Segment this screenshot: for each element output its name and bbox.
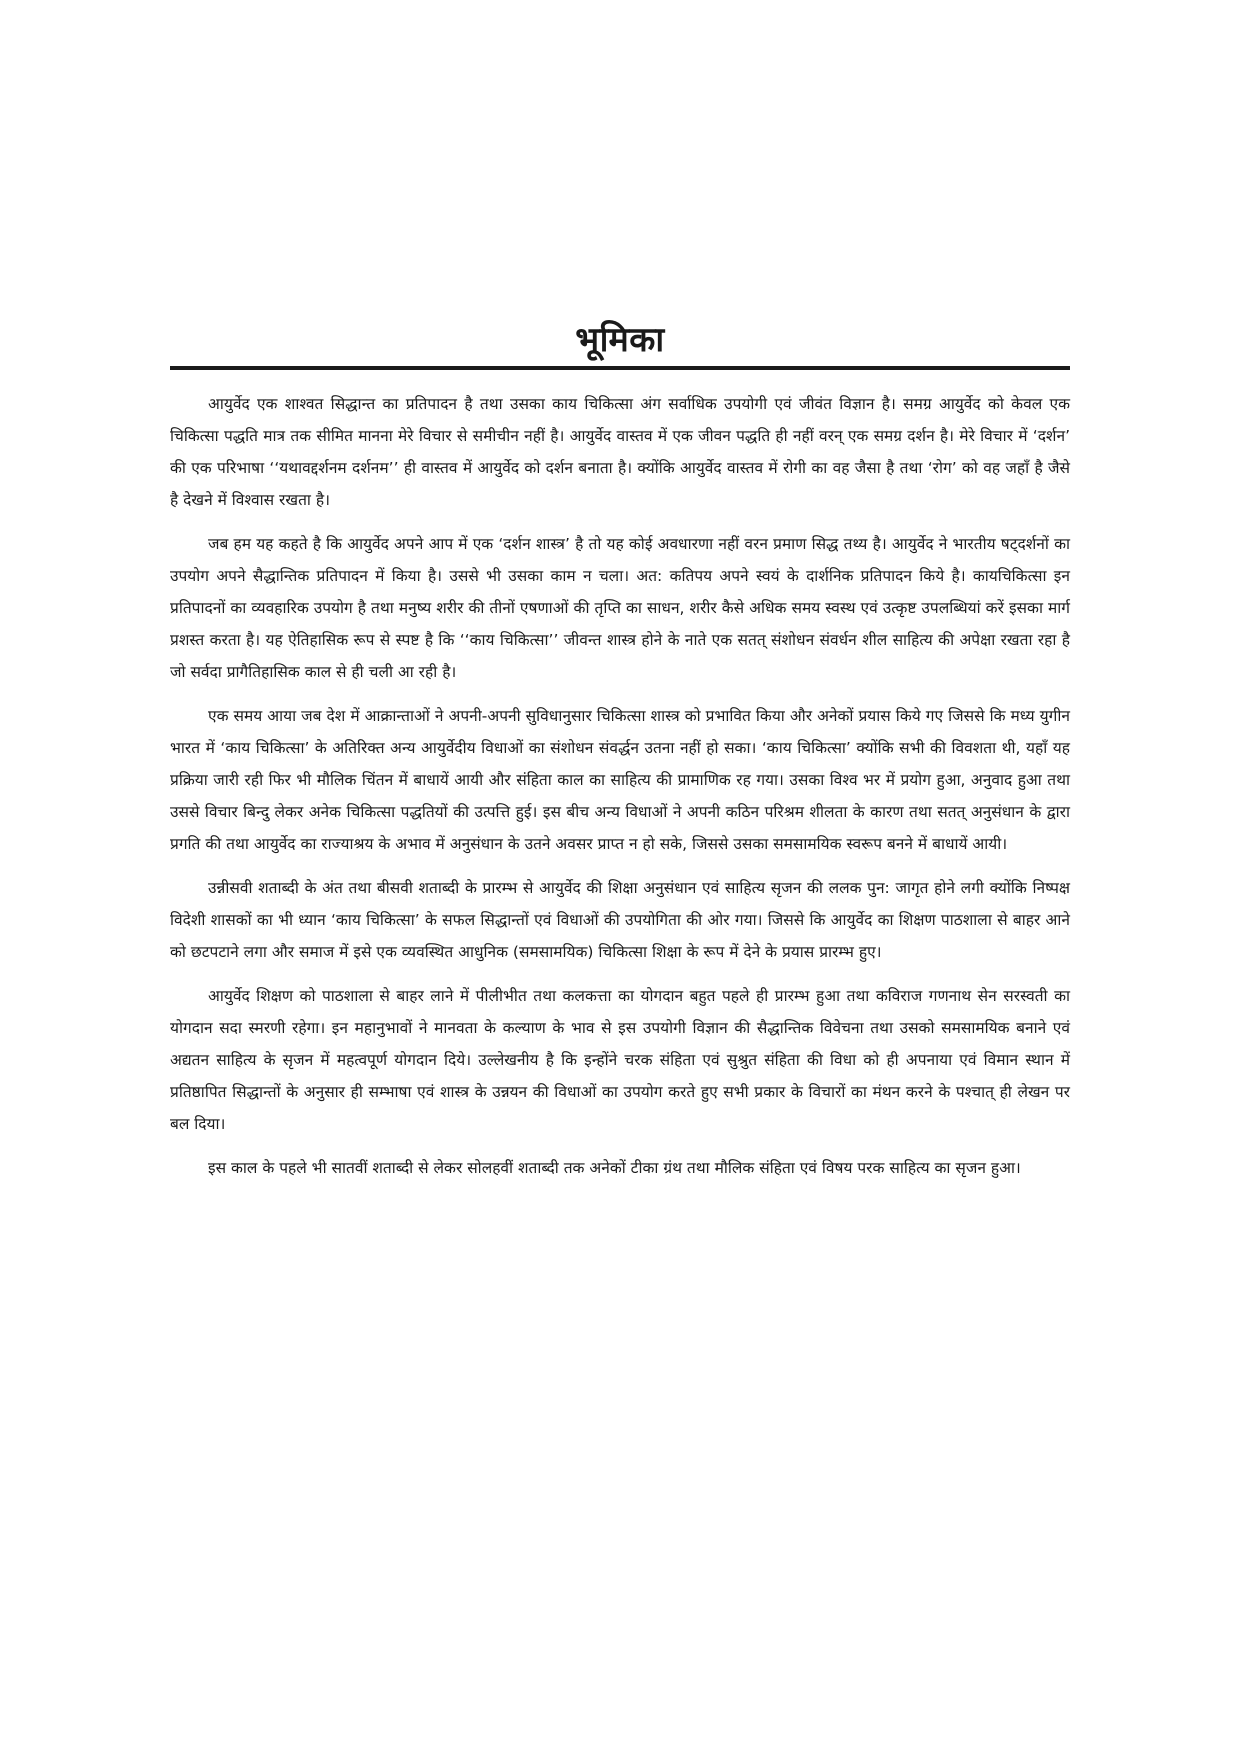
paragraph-5: आयुर्वेद शिक्षण को पाठशाला से बाहर लाने में पीलीभीत तथा कलकत्ता का योगदान बहुत पहले ही प्रारम्भ हुआ तथा कविराज गणनाथ सेन सरस्वती का योगदान सदा स्मरणी रहेगा। इन महानुभावों ने मानवता के कल्याण के भाव से इस उपयोगी विज्ञान की सैद्धान्तिक विवेचना तथा उसको समसामयिक बनाने एवं अद्यतन साहित्य के सृजन में महत्वपूर्ण योगदान दिये। उल्लेखनीय है कि इन्होंने चरक संहिता एवं सुश्रुत संहिता की विधा को ही अपनाया एवं विमान स्थान में प्रतिष्ठापित सिद्धान्तों के अनुसार ही सम्भाषा एवं शास्त्र के उन्नयन की विधाओं का उपयोग करते हुए सभी प्रकार के विचारों का मंथन करने के पश्चात् ही लेखन पर बल दिया।	[170, 987, 1070, 1133]
document-page	[170, 318, 1070, 1196]
title-underline	[170, 366, 1070, 370]
paragraph-4: उन्नीसवी शताब्दी के अंत तथा बीसवी शताब्दी के प्रारम्भ से आयुर्वेद की शिक्षा अनुसंधान एवं साहित्य सृजन की ललक पुन: जागृत होने लगी क्योंकि निष्पक्ष विदेशी शासकों का भी ध्यान ‘काय चिकित्सा’ के सफल सिद्धान्तों एवं विधाओं की उपयोगिता की ओर गया। जिससे कि आयुर्वेद का शिक्षण पाठशाला से बाहर आने को छटपटाने लगा और समाज में इसे एक व्यवस्थित आधुनिक (समसामयिक) चिकित्सा शिक्षा के रूप में देने के प्रयास प्रारम्भ हुए।	[170, 879, 1070, 961]
paragraph-3: एक समय आया जब देश में आक्रान्ताओं ने अपनी-अपनी सुविधानुसार चिकित्सा शास्त्र को प्रभावित किया और अनेकों प्रयास किये गए जिससे कि मध्य युगीन भारत में ‘काय चिकित्सा’ के अतिरिक्त अन्य आयुर्वेदीय विधाओं का संशोधन संवर्द्धन उतना नहीं हो सका। ‘काय चिकित्सा’ क्योंकि सभी की विवशता थी, यहाँ यह प्रक्रिया जारी रही फिर भी मौलिक चिंतन में बाधायें आयी और संहिता काल का साहित्य की प्रामाणिक रह गया। उसका विश्व भर में प्रयोग हुआ, अनुवाद हुआ तथा उससे विचार बिन्दु लेकर अनेक चिकित्सा पद्धतियों की उत्पत्ति हुई। इस बीच अन्य विधाओं ने अपनी कठिन परिश्रम शीलता के कारण तथा सतत् अनुसंधान के द्वारा प्रगति की तथा आयुर्वेद का राज्याश्रय के अभाव में अनुसंधान के उतने अवसर प्राप्त न हो सके, जिससे उसका समसामयिक स्वरूप बनने में बाधायें आयी।	[170, 707, 1070, 853]
paragraph-1: आयुर्वेद एक शाश्वत सिद्धान्त का प्रतिपादन है तथा उसका काय चिकित्सा अंग सर्वाधिक उपयोगी एवं जीवंत विज्ञान है। समग्र आयुर्वेद को केवल एक चिकित्सा पद्धति मात्र तक सीमित मानना मेरे विचार से समीचीन नहीं है। आयुर्वेद वास्तव में एक जीवन पद्धति ही नहीं वरन् एक समग्र दर्शन है। मेरे विचार में ‘दर्शन’ की एक परिभाषा ‘‘यथावद्दर्शनम दर्शनम’’ ही वास्तव में आयुर्वेद को दर्शन बनाता है। क्योंकि आयुर्वेद वास्तव में रोगी का वह जैसा है तथा ‘रोग’ को वह जहाँ है जैसे है देखने में विश्वास रखता है।	[170, 395, 1070, 509]
paragraph-2: जब हम यह कहते है कि आयुर्वेद अपने आप में एक ‘दर्शन शास्त्र’ है तो यह कोई अवधारणा नहीं वरन प्रमाण सिद्ध तथ्य है। आयुर्वेद ने भारतीय षट्दर्शनों का उपयोग अपने सैद्धान्तिक प्रतिपादन में किया है। उससे भी उसका काम न चला। अत: कतिपय अपने स्वयं के दार्शनिक प्रतिपादन किये है। कायचिकित्सा इन प्रतिपादनों का व्यवहारिक उपयोग है तथा मनुष्य शरीर की तीनों एषणाओं की तृप्ति का साधन, शरीर कैसे अधिक समय स्वस्थ एवं उत्कृष्ट उपलब्धियां करें इसका मार्ग प्रशस्त करता है। यह ऐतिहासिक रूप से स्पष्ट है कि ‘‘काय चिकित्सा’’ जीवन्त शास्त्र होने के नाते एक सतत् संशोधन संवर्धन शील साहित्य की अपेक्षा रखता रहा है जो सर्वदा प्रागैतिहासिक काल से ही चली आ रही है।	[170, 535, 1070, 681]
paragraph-6: इस काल के पहले भी सातवीं शताब्दी से लेकर सोलहवीं शताब्दी तक अनेकों टीका ग्रंथ तथा मौलिक संहिता एवं विषय परक साहित्य का सृजन हुआ।	[208, 1159, 1021, 1177]
page-title: भूमिका	[575, 320, 665, 360]
